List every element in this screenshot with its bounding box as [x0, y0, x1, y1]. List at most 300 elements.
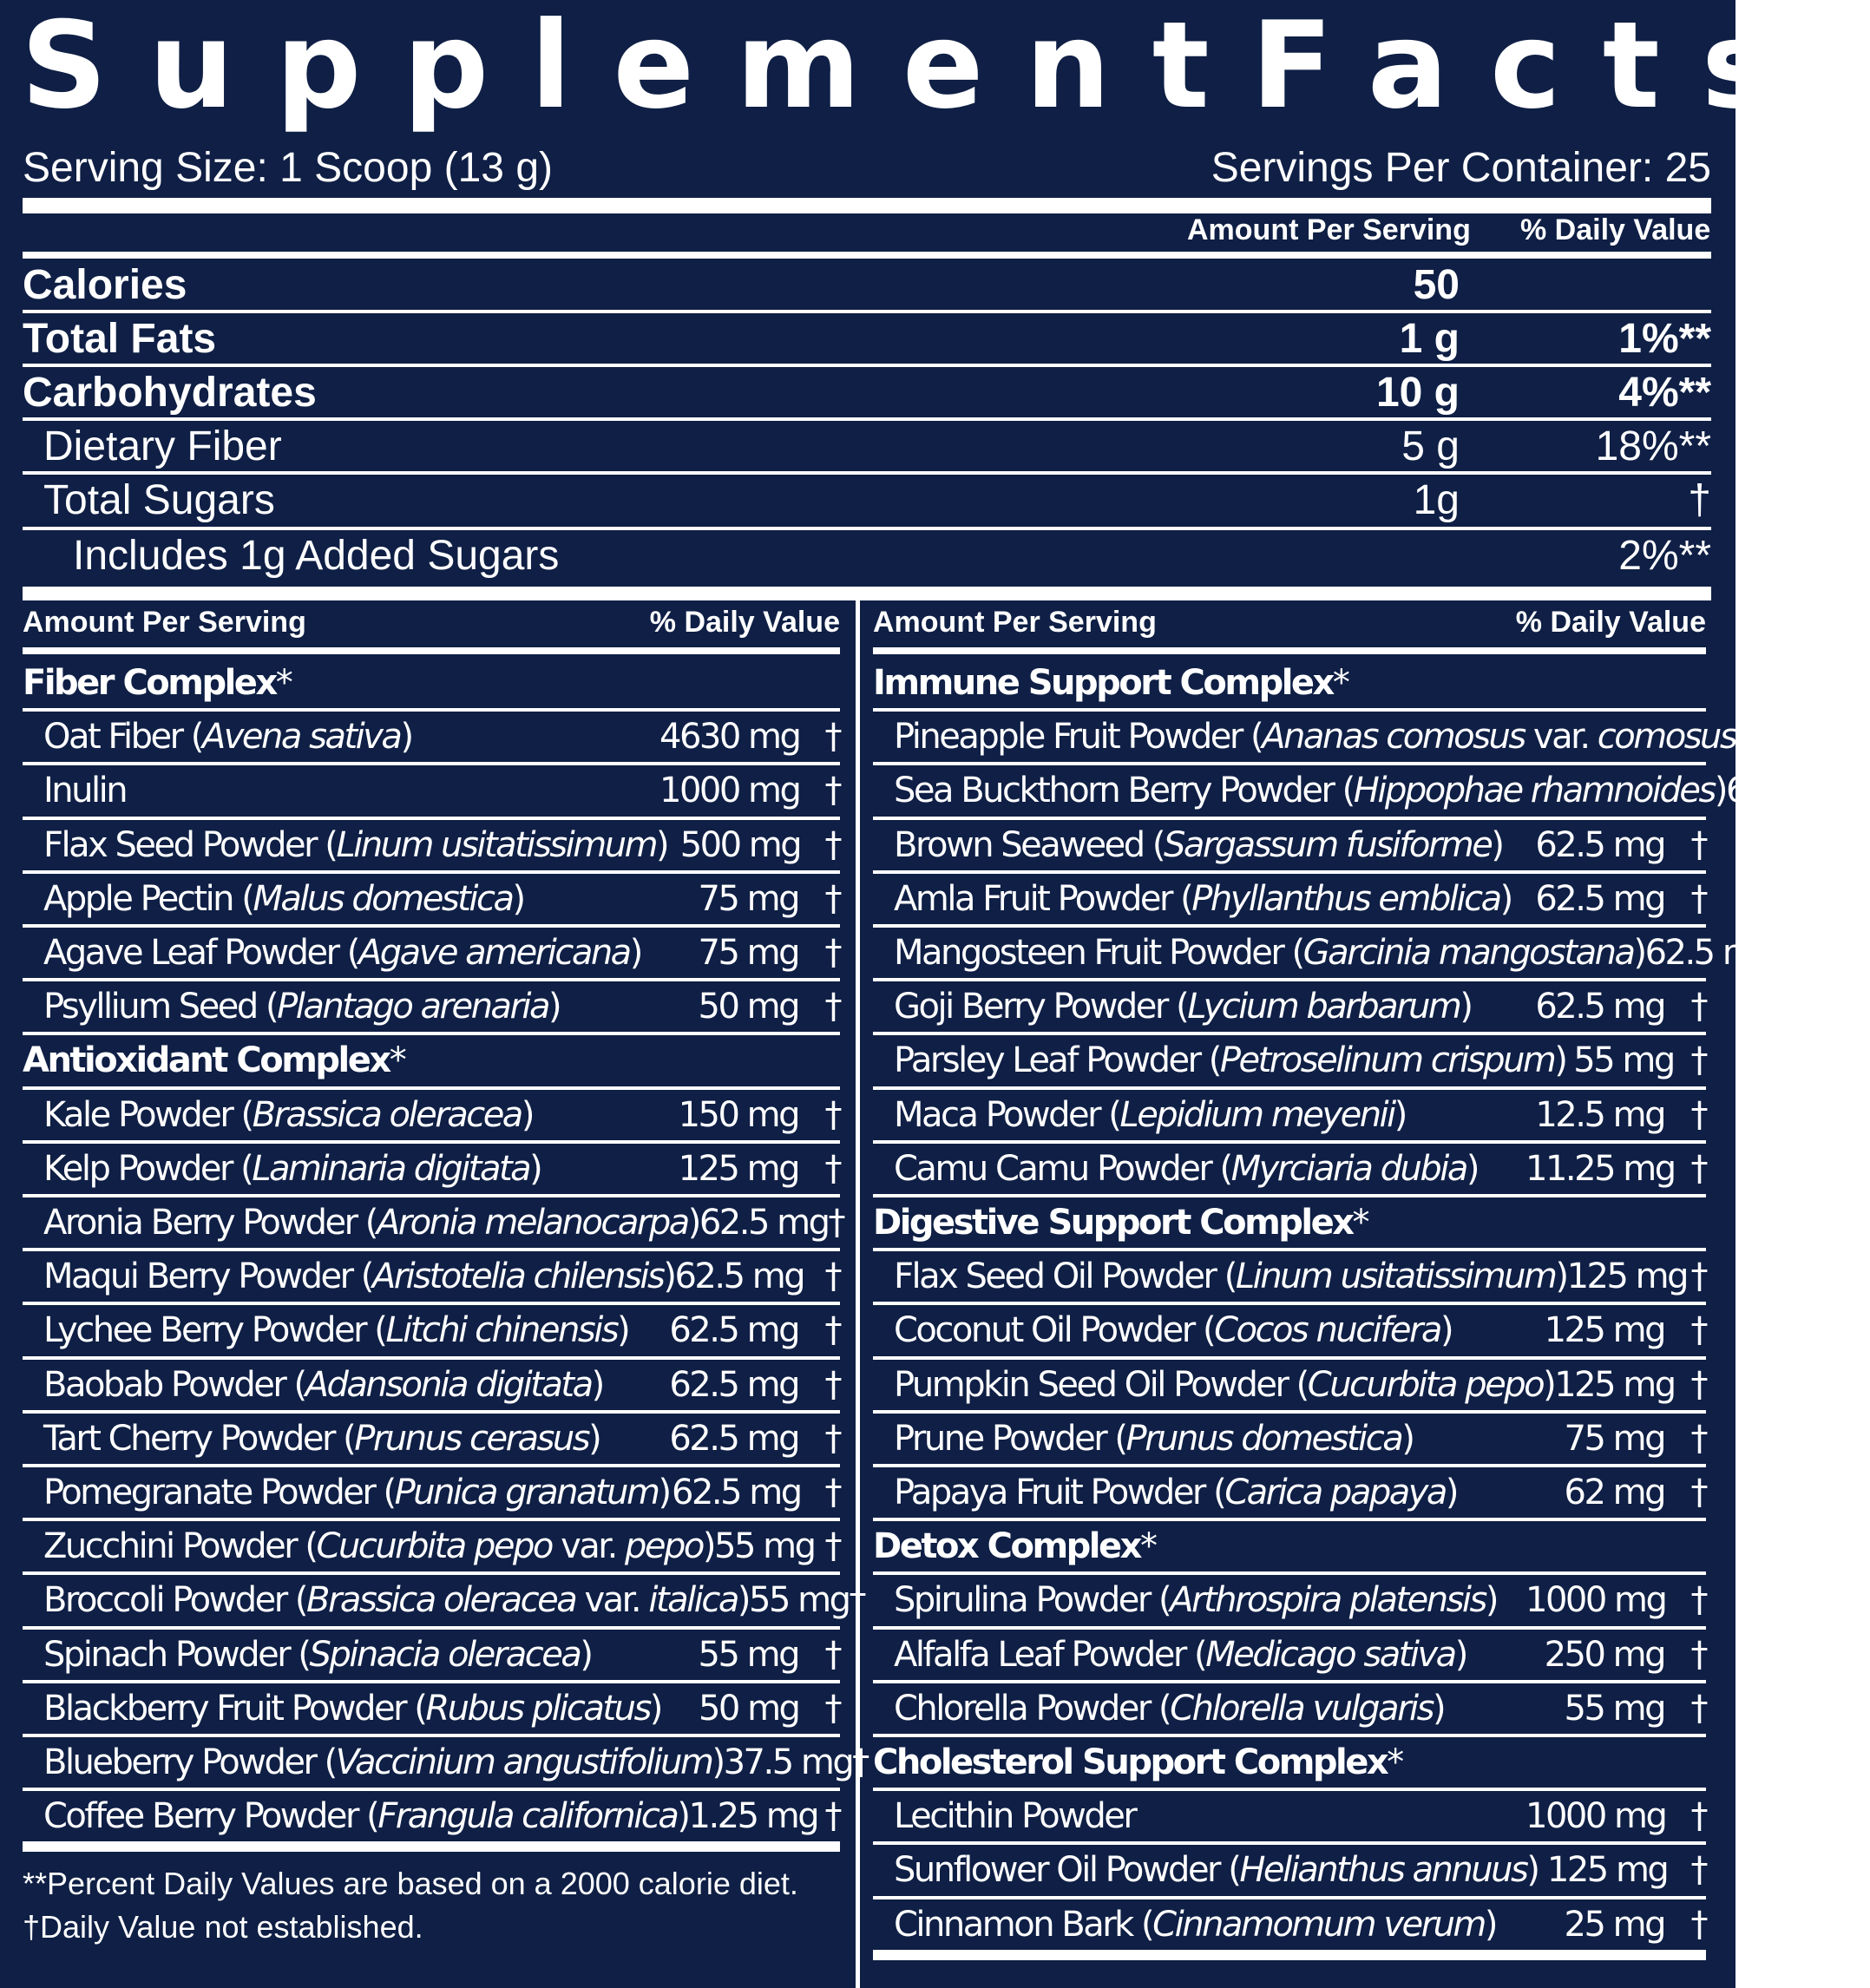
nutrient-row — [23, 474, 1711, 526]
nutrient-row — [23, 259, 1711, 311]
ingredient-name: Tart Cherry Powder (Prunus cerasus) — [43, 1418, 600, 1459]
ingredient-common-name: Kelp Powder — [43, 1148, 232, 1189]
ingredient-daily-value: † — [824, 1473, 840, 1512]
ingredient-name: Blackberry Fruit Powder (Rubus plicatus) — [43, 1688, 661, 1729]
ingredient-row — [873, 712, 1863, 762]
ingredient-latin-name: Rubus plicatus — [425, 1688, 650, 1729]
ingredient-common-name: Sea Buckthorn Berry Powder — [894, 771, 1334, 811]
section-title — [873, 1737, 1706, 1788]
ingredient-latin-name: Ananas comosus — [1262, 717, 1525, 758]
ingredient-common-name: Spirulina Powder — [894, 1580, 1150, 1621]
ingredient-row — [873, 765, 1870, 816]
ingredient-common-name: Maca Powder — [894, 1094, 1100, 1135]
ingredient-amount: 125 mg — [1554, 1364, 1675, 1405]
ingredient-latin-name: Cocos nucifera — [1214, 1310, 1440, 1351]
nutrient-daily-value: 1%** — [1618, 315, 1711, 362]
ingredient-latin-name: Myrciaria dubia — [1230, 1148, 1466, 1189]
ingredient-common-name: Flax Seed Powder — [43, 824, 317, 865]
ingredient-row — [23, 1630, 840, 1680]
ingredient-row — [873, 1845, 1706, 1895]
ingredient-amount: 62.5 mg — [1535, 824, 1664, 865]
ingredient-latin-name: Hippophae rhamnoides — [1353, 771, 1715, 811]
ingredient-daily-value: † — [824, 1796, 840, 1837]
ingredient-row — [23, 1360, 840, 1410]
ingredient-daily-value: † — [1690, 1418, 1706, 1459]
ingredient-common-name: Spinach Powder — [43, 1634, 290, 1675]
ingredient-name: Agave Leaf Powder (Agave americana) — [43, 933, 641, 973]
ingredient-row — [873, 1683, 1706, 1734]
thick-divider-top — [23, 198, 1711, 213]
ingredient-daily-value: † — [1690, 1688, 1706, 1729]
ingredient-latin-name: Prunus domestica — [1125, 1418, 1402, 1459]
nutrient-name: Calories — [23, 261, 187, 308]
ingredient-common-name: Alfalfa Leaf Powder — [894, 1634, 1185, 1675]
section-mark: * — [1352, 1203, 1368, 1243]
ingredient-row — [873, 1360, 1706, 1410]
ingredient-row — [873, 1467, 1706, 1518]
ingredient-common-name: Kale Powder — [43, 1094, 233, 1135]
ingredient-common-name: Pomegranate Powder — [43, 1473, 375, 1512]
ingredient-common-name: Lychee Berry Powder — [43, 1310, 366, 1351]
ingredient-daily-value: † — [824, 1094, 840, 1135]
ingredient-name: Zucchini Powder (Cucurbita pepo var. pepo) — [43, 1526, 714, 1567]
ingredient-amount: 62.5 mg — [1725, 771, 1855, 811]
ingredient-amount: 125 mg — [678, 1148, 798, 1189]
ingredient-amount: 62.5 mg — [669, 1310, 798, 1351]
ingredient-amount: 50 mg — [698, 1688, 799, 1729]
ingredient-latin-name: Cinnamomum verum — [1152, 1904, 1485, 1945]
ingredient-name: Spinach Powder (Spinacia oleracea) — [43, 1634, 592, 1675]
section-mark: * — [275, 663, 292, 703]
ingredient-row — [873, 1575, 1706, 1625]
nutrient-name: Carbohydrates — [23, 369, 317, 416]
ingredient-amount: 62.5 mg — [674, 1256, 804, 1297]
ingredient-name: Parsley Leaf Powder (Petroselinum crispum) — [894, 1040, 1566, 1081]
ingredient-common-name: Amla Fruit Powder — [894, 878, 1171, 919]
ingredient-common-name: Cinnamon Bark — [894, 1904, 1132, 1945]
ingredient-latin-name: Adansonia digitata — [305, 1364, 592, 1405]
ingredient-amount: 250 mg — [1544, 1634, 1664, 1675]
nutrient-daily-value: 18%** — [1595, 423, 1711, 469]
ingredient-daily-value: † — [1690, 1904, 1706, 1945]
section-name: Cholesterol Support Complex — [873, 1742, 1388, 1782]
ingredient-daily-value: † — [1690, 1094, 1706, 1135]
column-header — [873, 600, 1706, 644]
ingredient-amount: 55 mg — [1564, 1688, 1664, 1729]
ingredient-common-name: Camu Camu Powder — [894, 1148, 1211, 1189]
column-header-dv: % Daily Value — [649, 605, 840, 639]
ingredient-amount: 1000 mg — [659, 771, 800, 811]
section-name: Fiber Complex — [23, 663, 276, 703]
ingredient-row — [23, 874, 840, 924]
nutrient-amount: 1g — [1413, 476, 1460, 523]
nutrient-amount: 10 g — [1375, 369, 1460, 416]
ingredient-row — [873, 1414, 1706, 1464]
ingredient-daily-value: † — [1690, 1364, 1706, 1405]
ingredient-amount: 75 mg — [698, 933, 798, 973]
ingredient-amount: 25 mg — [1564, 1904, 1664, 1945]
ingredient-row — [873, 981, 1706, 1032]
ingredient-daily-value: † — [824, 1418, 840, 1459]
ingredient-daily-value: † — [824, 1148, 840, 1189]
ingredient-daily-value: † — [824, 1634, 840, 1675]
ingredient-latin-name: Cucurbita pepo — [316, 1526, 552, 1567]
ingredient-row — [873, 1090, 1706, 1140]
ingredient-daily-value: † — [824, 987, 840, 1027]
section-name: Digestive Support Complex — [873, 1203, 1353, 1243]
ingredient-row — [873, 928, 1789, 978]
ingredient-name: Kale Powder (Brassica oleracea) — [43, 1094, 533, 1135]
ingredient-latin-name: Arthrospira platensis — [1170, 1580, 1486, 1621]
nutrient-name: Dietary Fiber — [43, 423, 282, 469]
ingredient-latin-name: Aristotelia chilensis — [371, 1256, 664, 1297]
ingredient-common-name: Aronia Berry Powder — [43, 1203, 357, 1243]
nutrient-daily-value: † — [1688, 476, 1711, 523]
section-title — [23, 658, 840, 708]
ingredient-daily-value: † — [1690, 1796, 1706, 1837]
ingredient-row — [873, 874, 1706, 924]
ingredient-daily-value: † — [1690, 1256, 1706, 1297]
ingredient-amount: 55 mg — [749, 1580, 850, 1621]
ingredient-name: Coconut Oil Powder (Cocos nucifera) — [894, 1310, 1453, 1351]
ingredient-daily-value: † — [824, 717, 840, 758]
section-title — [873, 658, 1706, 708]
ingredient-amount: 62.5 mg — [672, 1473, 801, 1512]
section-mark: * — [1387, 1742, 1402, 1782]
ingredient-daily-value: † — [824, 1688, 840, 1729]
ingredient-daily-value: † — [1854, 771, 1870, 811]
ingredient-name: Camu Camu Powder (Myrciaria dubia) — [894, 1148, 1479, 1189]
ingredient-latin-name: Brassica oleracea — [306, 1580, 576, 1621]
ingredient-row — [23, 820, 840, 870]
ingredient-amount: 11.25 mg — [1526, 1148, 1675, 1189]
nutrient-amount: 5 g — [1401, 423, 1460, 469]
ingredient-variety: pepo — [625, 1526, 703, 1567]
ingredient-daily-value: † — [1690, 1473, 1706, 1512]
footnote-dagger: †Daily Value not established. — [23, 1909, 423, 1945]
ingredient-amount: 500 mg — [679, 824, 801, 865]
ingredient-latin-name: Cucurbita pepo — [1307, 1364, 1544, 1405]
ingredient-common-name: Flax Seed Oil Powder — [894, 1256, 1216, 1297]
ingredient-common-name: Oat Fiber — [43, 717, 182, 758]
ingredient-amount: 62.5 mg — [669, 1418, 798, 1459]
ingredient-name: Pomegranate Powder (Punica granatum) — [43, 1473, 670, 1512]
ingredient-common-name: Blueberry Powder — [43, 1742, 316, 1782]
ingredient-latin-name: Petroselinum crispum — [1219, 1040, 1555, 1081]
ingredient-common-name: Mangosteen Fruit Powder — [894, 933, 1283, 973]
ingredient-amount: 37.5 mg — [723, 1742, 853, 1782]
ingredient-daily-value: † — [824, 1364, 840, 1405]
servings-per-container: Servings Per Container: 25 — [1211, 144, 1711, 191]
ingredient-name: Pineapple Fruit Powder (Ananas comosus var. comosus) — [894, 717, 1748, 758]
ingredient-daily-value: † — [1774, 933, 1789, 973]
footnote-percent: **Percent Daily Values are based on a 2000 calorie diet. — [23, 1866, 798, 1901]
ingredient-daily-value: † — [824, 1526, 840, 1567]
ingredient-daily-value: † — [1690, 824, 1706, 865]
ingredient-daily-value: † — [824, 771, 840, 811]
column-header — [23, 600, 840, 644]
ingredient-name: Goji Berry Powder (Lycium barbarum) — [894, 987, 1472, 1027]
ingredient-amount: 55 mg — [1573, 1040, 1674, 1081]
ingredient-name: Spirulina Powder (Arthrospira platensis) — [894, 1580, 1497, 1621]
ingredient-daily-value: † — [1690, 1634, 1706, 1675]
ingredient-name: Coffee Berry Powder (Frangula californica) — [43, 1796, 689, 1837]
ingredient-name: Baobab Powder (Adansonia digitata) — [43, 1364, 603, 1405]
ingredient-row — [23, 765, 840, 816]
ingredient-daily-value: † — [1690, 878, 1706, 919]
nutrient-row — [23, 366, 1711, 418]
ingredient-row — [23, 1575, 864, 1625]
ingredient-common-name: Inulin — [43, 771, 127, 811]
ingredient-daily-value: † — [824, 933, 840, 973]
ingredient-row — [873, 1305, 1706, 1355]
ingredient-latin-name: Vaccinium angustifolium — [335, 1742, 712, 1782]
nutrient-daily-value: 2%** — [1618, 532, 1711, 579]
ingredient-name: Mangosteen Fruit Powder (Garcinia mangostana) — [894, 933, 1645, 973]
ingredient-amount: 62 mg — [1564, 1473, 1664, 1512]
ingredient-row — [23, 1791, 840, 1841]
ingredient-latin-name: Plantago arenaria — [277, 987, 549, 1027]
ingredient-common-name: Baobab Powder — [43, 1364, 285, 1405]
ingredient-latin-name: Carica papaya — [1224, 1473, 1446, 1512]
column-header-amount: Amount Per Serving — [873, 605, 1157, 639]
ingredient-name: Maqui Berry Powder (Aristotelia chilensis) — [43, 1256, 675, 1297]
ingredient-amount: 125 mg — [1546, 1850, 1668, 1891]
ingredient-latin-name: Punica granatum — [394, 1473, 659, 1512]
ingredient-daily-value: † — [1690, 1148, 1706, 1189]
ingredient-common-name: Blackberry Fruit Powder — [43, 1688, 406, 1729]
ingredient-daily-value: † — [828, 1203, 843, 1243]
ingredient-name: Alfalfa Leaf Powder (Medicago sativa) — [894, 1634, 1466, 1675]
ingredient-amount: 125 mg — [1566, 1256, 1688, 1297]
ingredient-name: Lychee Berry Powder (Litchi chinensis) — [43, 1310, 629, 1351]
ingredient-common-name: Maqui Berry Powder — [43, 1256, 352, 1297]
ingredient-latin-name: Sargassum fusiforme — [1163, 824, 1492, 865]
ingredient-daily-value: † — [1690, 1580, 1706, 1621]
ingredient-latin-name: Medicago sativa — [1205, 1634, 1455, 1675]
ingredient-latin-name: Linum usitatissimum — [336, 824, 657, 865]
ingredient-name: Papaya Fruit Powder (Carica papaya) — [894, 1473, 1458, 1512]
ingredient-amount: 1000 mg — [1526, 1580, 1666, 1621]
ingredient-row — [23, 1521, 840, 1571]
ingredient-latin-name: Lepidium meyenii — [1119, 1094, 1394, 1135]
nutrient-name: Total Fats — [23, 315, 217, 362]
ingredient-common-name: Coconut Oil Powder — [894, 1310, 1194, 1351]
ingredient-latin-name: Brassica oleracea — [252, 1094, 522, 1135]
section-title — [873, 1521, 1706, 1571]
ingredient-row — [873, 1899, 1706, 1950]
ingredient-latin-name: Aronia melanocarpa — [376, 1203, 688, 1243]
section-mark: * — [1332, 663, 1348, 703]
ingredient-latin-name: Linum usitatissimum — [1235, 1256, 1556, 1297]
ingredient-name: Apple Pectin (Malus domestica) — [43, 878, 524, 919]
ingredient-daily-value: † — [1690, 1850, 1706, 1891]
ingredient-amount: 4630 mg — [659, 717, 800, 758]
thick-divider-mid — [23, 587, 1711, 600]
ingredient-amount: 1.25 mg — [688, 1796, 818, 1837]
ingredient-common-name: Pineapple Fruit Powder — [894, 717, 1242, 758]
ingredient-common-name: Papaya Fruit Powder — [894, 1473, 1204, 1512]
ingredient-name — [23, 771, 659, 810]
ingredient-name: Maca Powder (Lepidium meyenii) — [894, 1094, 1406, 1135]
ingredient-common-name: Chlorella Powder — [894, 1688, 1150, 1729]
ingredient-latin-name: Helianthus annuus — [1239, 1850, 1527, 1891]
ingredient-row — [23, 1251, 840, 1302]
ingredient-amount: 55 mg — [714, 1526, 815, 1567]
section-title — [873, 1197, 1706, 1248]
ingredient-latin-name: Lycium barbarum — [1187, 987, 1460, 1027]
section-name: Immune Support Complex — [873, 663, 1333, 703]
ingredient-amount: 62.5 mg — [1535, 878, 1664, 919]
main-header-amount: Amount Per Serving — [1187, 213, 1471, 246]
ingredient-daily-value: † — [824, 1256, 840, 1297]
column-bottom-divider — [23, 1841, 840, 1852]
ingredient-latin-name: Malus domestica — [253, 878, 513, 919]
ingredient-name: Psyllium Seed (Plantago arenaria) — [43, 987, 561, 1027]
ingredient-amount: 62.5 mg — [1535, 987, 1664, 1027]
serving-info — [23, 137, 1711, 198]
ingredient-latin-name: Agave americana — [358, 933, 630, 973]
ingredient-latin-name: Frangula californica — [377, 1796, 678, 1837]
ingredient-row — [873, 820, 1706, 870]
ingredient-common-name: Agave Leaf Powder — [43, 933, 338, 973]
section-title — [23, 1035, 840, 1086]
ingredient-row — [873, 1630, 1706, 1680]
ingredient-name: Chlorella Powder (Chlorella vulgaris) — [894, 1688, 1445, 1729]
title-word-2: Facts — [1250, 0, 1814, 135]
title-word-1: Supplement — [21, 0, 1251, 135]
nutrient-amount: 1 g — [1399, 315, 1460, 362]
serving-size: Serving Size: 1 Scoop (13 g) — [23, 144, 553, 191]
ingredient-name: Brown Seaweed (Sargassum fusiforme) — [894, 824, 1503, 865]
ingredient-daily-value: † — [849, 1580, 864, 1621]
main-header-dv: % Daily Value — [1520, 213, 1711, 246]
ingredient-row — [873, 1791, 1706, 1841]
ingredient-row — [873, 1035, 1706, 1086]
ingredient-amount: 125 mg — [1544, 1310, 1664, 1351]
ingredient-daily-value: † — [824, 1310, 840, 1351]
ingredient-common-name: Tart Cherry Powder — [43, 1418, 334, 1459]
ingredient-daily-value: † — [824, 878, 840, 919]
ingredient-row — [23, 1414, 840, 1464]
ingredient-common-name: Psyllium Seed — [43, 987, 257, 1027]
ingredient-row — [23, 981, 840, 1032]
ingredient-row — [23, 1305, 840, 1355]
ingredient-row — [23, 1737, 868, 1788]
ingredient-common-name: Broccoli Powder — [43, 1580, 286, 1621]
ingredient-row — [23, 1197, 843, 1248]
nutrient-name: Total Sugars — [43, 476, 275, 523]
ingredient-name: Amla Fruit Powder (Phyllanthus emblica) — [894, 878, 1512, 919]
nutrient-row — [23, 420, 1711, 472]
ingredient-amount: 62.5 mg — [699, 1203, 829, 1243]
ingredient-common-name: Brown Seaweed — [894, 824, 1144, 865]
ingredient-amount: 55 mg — [698, 1634, 798, 1675]
ingredient-latin-name: Phyllanthus emblica — [1191, 878, 1500, 919]
ingredient-amount: 75 mg — [1747, 717, 1847, 758]
ingredient-name: Sea Buckthorn Berry Powder (Hippophae rhamnoides) — [894, 771, 1726, 811]
ingredient-name — [873, 1796, 1526, 1836]
ingredient-row — [23, 712, 840, 762]
ingredient-common-name: Prune Powder — [894, 1418, 1106, 1459]
ingredient-common-name: Parsley Leaf Powder — [894, 1040, 1200, 1081]
ingredient-latin-name: Chlorella vulgaris — [1170, 1688, 1433, 1729]
ingredient-amount: 1000 mg — [1526, 1796, 1666, 1837]
nutrient-name: Includes 1g Added Sugars — [73, 532, 560, 579]
ingredient-common-name: Sunflower Oil Powder — [894, 1850, 1219, 1891]
ingredient-amount: 150 mg — [678, 1094, 798, 1135]
column-header-divider — [873, 647, 1706, 654]
ingredient-common-name: Zucchini Powder — [43, 1526, 297, 1567]
ingredient-name: Aronia Berry Powder (Aronia melanocarpa) — [43, 1203, 699, 1243]
nutrient-amount: 50 — [1413, 261, 1460, 308]
nutrient-daily-value: 4%** — [1618, 369, 1711, 416]
ingredient-row — [873, 1144, 1706, 1194]
ingredient-common-name: Lecithin Powder — [894, 1796, 1136, 1837]
ingredient-daily-value: † — [824, 824, 840, 865]
ingredient-latin-name: Laminaria digitata — [252, 1148, 530, 1189]
ingredient-name: Pumpkin Seed Oil Powder (Cucurbita pepo) — [894, 1364, 1555, 1405]
ingredient-name: Broccoli Powder (Brassica oleracea var. italica) — [43, 1580, 749, 1621]
ingredient-latin-name: Spinacia oleracea — [309, 1634, 581, 1675]
ingredient-name: Flax Seed Oil Powder (Linum usitatissimum) — [894, 1256, 1567, 1297]
ingredient-daily-value: † — [1690, 987, 1706, 1027]
ingredient-daily-value: † — [1690, 1310, 1706, 1351]
ingredient-row — [23, 1144, 840, 1194]
ingredient-row — [23, 1467, 840, 1518]
ingredient-daily-value: † — [1690, 1040, 1706, 1081]
ingredient-amount: 75 mg — [1564, 1418, 1664, 1459]
ingredient-row — [23, 928, 840, 978]
ingredient-row — [23, 1090, 840, 1140]
ingredient-common-name: Coffee Berry Powder — [43, 1796, 358, 1837]
ingredient-amount: 62.5 mg — [669, 1364, 798, 1405]
section-mark: * — [389, 1040, 405, 1081]
ingredient-name: Flax Seed Powder (Linum usitatissimum) — [43, 824, 668, 865]
column-bottom-divider — [873, 1950, 1706, 1960]
nutrient-row — [23, 312, 1711, 364]
ingredient-variety: comosus — [1597, 717, 1736, 758]
ingredient-latin-name: Avena sativa — [201, 717, 401, 758]
ingredient-row — [873, 1251, 1706, 1302]
ingredient-variety: italica — [648, 1580, 738, 1621]
section-name: Detox Complex — [873, 1526, 1140, 1567]
ingredient-name: Cinnamon Bark (Cinnamomum verum) — [894, 1904, 1496, 1945]
ingredient-daily-value: † — [1847, 717, 1863, 758]
column-header-dv: % Daily Value — [1515, 605, 1706, 639]
section-name: Antioxidant Complex — [23, 1040, 390, 1081]
ingredient-common-name: Pumpkin Seed Oil Powder — [894, 1364, 1288, 1405]
column-header-divider — [23, 647, 840, 654]
ingredient-name: Oat Fiber (Avena sativa) — [43, 717, 412, 758]
ingredient-amount: 50 mg — [698, 987, 798, 1027]
ingredient-name: Kelp Powder (Laminaria digitata) — [43, 1148, 541, 1189]
ingredient-name: Blueberry Powder (Vaccinium angustifolium) — [43, 1742, 724, 1782]
ingredient-common-name: Goji Berry Powder — [894, 987, 1167, 1027]
section-mark: * — [1139, 1526, 1156, 1567]
ingredient-latin-name: Litchi chinensis — [385, 1310, 618, 1351]
ingredient-amount: 75 mg — [698, 878, 798, 919]
ingredient-row — [23, 1683, 840, 1734]
ingredient-daily-value: † — [852, 1742, 868, 1782]
ingredient-amount: 62.5 mg — [1644, 933, 1775, 973]
ingredient-amount: 12.5 mg — [1535, 1094, 1664, 1135]
ingredient-name: Sunflower Oil Powder (Helianthus annuus) — [894, 1850, 1539, 1891]
ingredient-latin-name: Garcinia mangostana — [1302, 933, 1634, 973]
nutrient-row — [23, 529, 1711, 581]
ingredient-common-name: Apple Pectin — [43, 878, 233, 919]
ingredient-latin-name: Prunus cerasus — [354, 1418, 589, 1459]
